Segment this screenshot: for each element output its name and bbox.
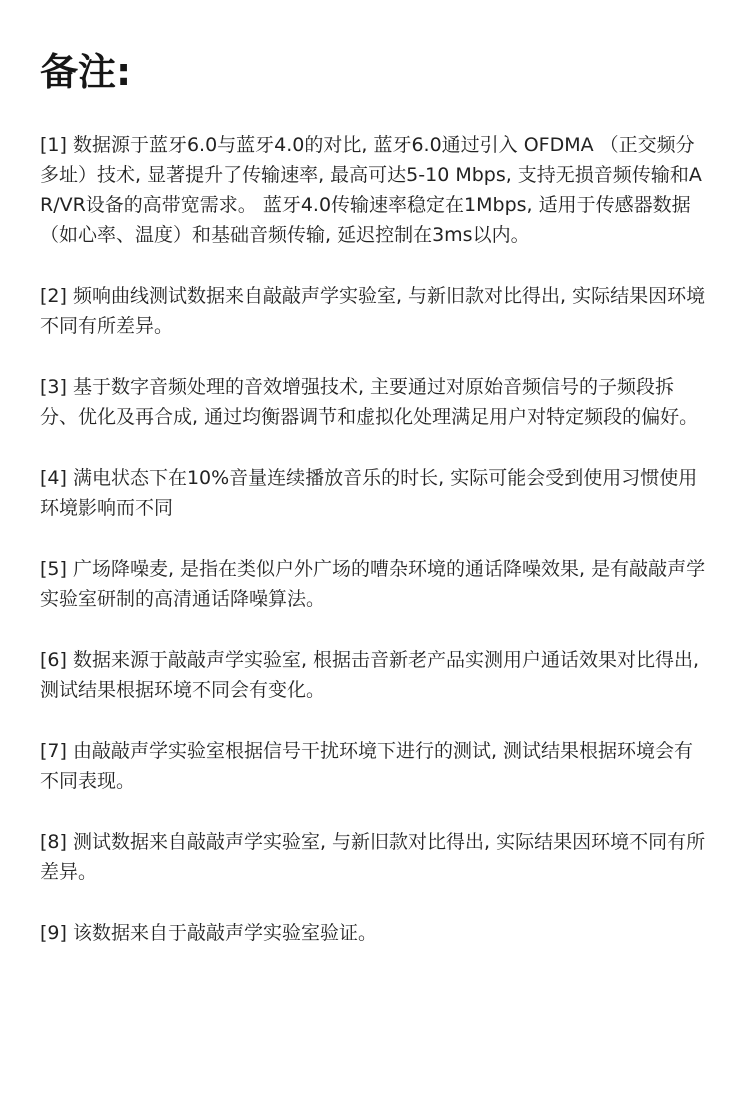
notes-list [40, 130, 710, 948]
note-1: [1] 数据源于蓝牙6.0与蓝牙4.0的对比, 蓝牙6.0通过引入 OFDMA （正交频分多址）技术, 显著提升了传输速率, 最高可达5-10 Mbps, 支持无损音频传输和AR/VR设备的高带宽需求。 蓝牙4.0传输速率稳定在1Mbps, 适用于传感器数据（如心率、温度）和基础音频传输, 延迟控制在3ms以内。 [40, 134, 702, 246]
note-3: [3] 基于数字音频处理的音效增强技术, 主要通过对原始音频信号的子频段拆分、优化及再合成, 通过均衡器调节和虚拟化处理满足用户对特定频段的偏好。 [40, 376, 699, 428]
page-title: 备注: [40, 50, 132, 94]
note-9: [9] 该数据来自于敲敲声学实验室验证。 [40, 922, 377, 944]
note-6: [6] 数据来源于敲敲声学实验室, 根据击音新老产品实测用户通话效果对比得出, 测试结果根据环境不同会有变化。 [40, 649, 700, 701]
note-2: [2] 频响曲线测试数据来自敲敲声学实验室, 与新旧款对比得出, 实际结果因环境不同有所差异。 [40, 285, 706, 337]
note-8: [8] 测试数据来自敲敲声学实验室, 与新旧款对比得出, 实际结果因环境不同有所差异。 [40, 831, 706, 883]
note-7: [7] 由敲敲声学实验室根据信号干扰环境下进行的测试, 测试结果根据环境会有不同表现。 [40, 740, 694, 792]
note-4: [4] 满电状态下在10%音量连续播放音乐的时长, 实际可能会受到使用习惯使用环境影响而不同 [40, 467, 698, 519]
note-5: [5] 广场降噪麦, 是指在类似户外广场的嘈杂环境的通话降噪效果, 是有敲敲声学实验室研制的高清通话降噪算法。 [40, 558, 706, 610]
